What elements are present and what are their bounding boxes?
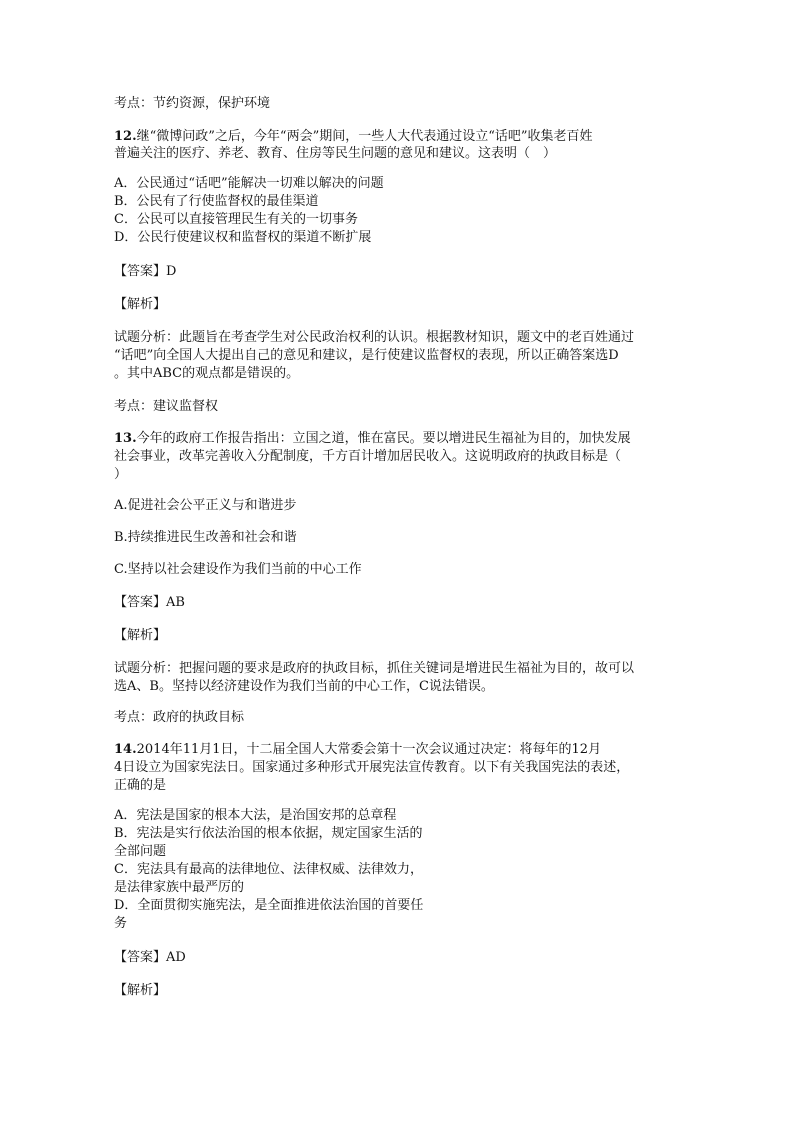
answer: 【答案】D [114,264,177,279]
question-number: 12. [114,129,137,144]
analysis-heading: 【解析】 [114,628,167,643]
analysis-text: 试题分析：此题旨在考查学生对公民政治权利的认识。根据教材知识，题文中的老百姓通过 [114,330,635,345]
option-a: A．公民通过“话吧”能解决一切难以解决的问题 [114,176,384,191]
option-c: C．公民可以直接管理民生有关的一切事务 [114,212,358,227]
question-12-stem: 12.继“微博问政”之后，今年“两会”期间，一些人大代表通过设立“话吧”收集老百姓 [114,129,593,144]
option-c-continued: 是法律家族中最严厉的 [114,880,245,895]
question-13-stem-continued: 社会事业，改革完善收入分配制度，千方百计增加居民收入。这说明政府的执政目标是（ [114,449,622,464]
answer: 【答案】AB [114,595,185,610]
answer: 【答案】AD [114,950,186,965]
analysis-heading: 【解析】 [114,297,167,312]
option-d: D．公民行使建议权和监督权的渠道不断扩展 [114,230,372,245]
option-d: D．全面贯彻实施宪法，是全面推进依法治国的首要任 [114,898,424,913]
exam-point: 考点：节约资源，保护环境 [114,96,271,111]
option-c: C．宪法具有最高的法律地位、法律权威、法律效力， [114,862,423,877]
option-b: B.持续推进民生改善和社会和谐 [114,530,297,545]
option-a: A．宪法是国家的根本大法，是治国安邦的总章程 [114,808,397,823]
exam-point: 考点：政府的执政目标 [114,710,245,725]
option-b: B．宪法是实行依法治国的根本依据，规定国家生活的 [114,826,423,841]
question-number: 14. [114,742,137,757]
option-b-continued: 全部问题 [114,844,167,859]
analysis-text: 试题分析：把握问题的要求是政府的执政目标，抓住关键词是增进民生福祉为目的，故可以 [114,661,635,676]
option-a: A.促进社会公平正义与和谐进步 [114,498,297,513]
question-14-stem-continued: 4日设立为国家宪法日。国家通过多种形式开展宪法宣传教育。以下有关我国宪法的表述， [114,760,630,775]
question-14-stem: 14.2014年11月1日，十二届全国人大常委会第十一次会议通过决定：将每年的12月 [114,742,602,757]
analysis-text: “话吧”向全国人大提出自己的意见和建议，是行使建议监督权的表现，所以正确答案选D [114,348,619,363]
option-b: B．公民有了行使监督权的最佳渠道 [114,194,319,209]
analysis-heading: 【解析】 [114,983,167,998]
analysis-text: 选A、B。坚持以经济建设作为我们当前的中心工作，C说法错误。 [114,679,494,694]
exam-point: 考点：建议监督权 [114,399,219,414]
option-c: C.坚持以社会建设作为我们当前的中心工作 [114,562,362,577]
question-13-stem: 13.今年的政府工作报告指出：立国之道，惟在富民。要以增进民生福祉为目的，加快发展 [114,431,631,446]
question-13-stem-continued: ） [114,467,128,482]
question-14-stem-continued: 正确的是 [114,778,167,793]
question-12-stem-continued: 普遍关注的医疗、养老、教育、住房等民生问题的意见和建议。这表明（ ） [114,146,557,161]
question-number: 13. [114,431,137,446]
analysis-text: 。其中ABC的观点都是错误的。 [114,366,300,381]
option-d-continued: 务 [114,916,128,931]
